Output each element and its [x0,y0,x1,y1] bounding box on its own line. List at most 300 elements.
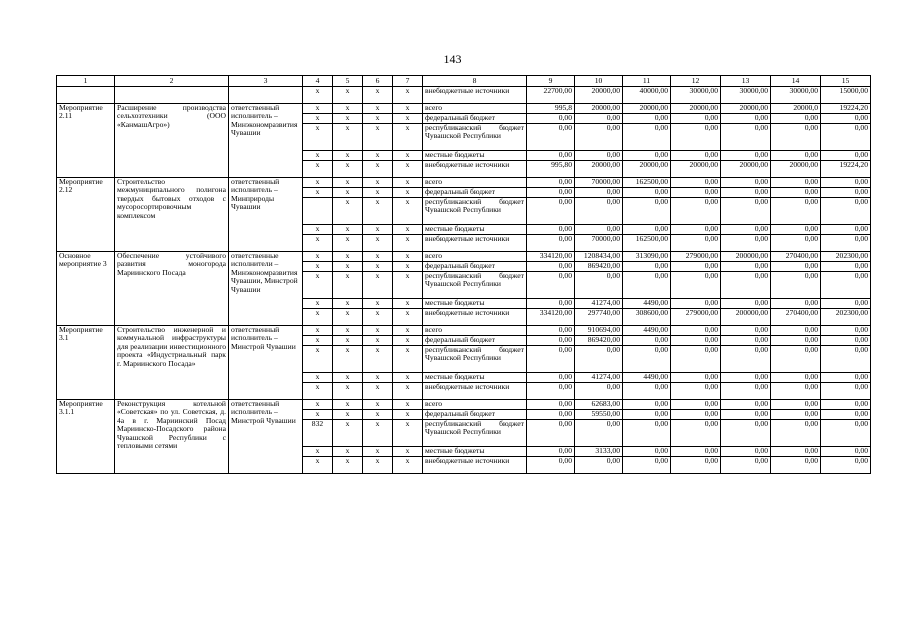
column-header: 3 [229,76,303,87]
amount-cell: 0,00 [821,346,871,373]
code-cell: x [393,420,423,447]
amount-cell: 869420,00 [575,336,623,346]
amount-cell: 0,00 [821,373,871,383]
code-cell: x [333,235,363,252]
code-cell: x [303,457,333,474]
column-header: 9 [527,76,575,87]
amount-cell: 70000,00 [575,178,623,188]
amount-cell: 0,00 [771,114,821,124]
code-cell: x [303,151,333,161]
code-cell: x [363,447,393,457]
amount-cell: 0,00 [623,188,671,198]
amount-cell: 0,00 [623,410,671,420]
amount-cell: 0,00 [771,400,821,410]
funding-source-cell: федеральный бюджет [423,114,527,124]
code-cell: x [333,346,363,373]
code-cell: x [363,373,393,383]
activity-code-cell: Мероприятие 3.1 [57,326,115,400]
amount-cell: 0,00 [721,178,771,188]
amount-cell: 19224,20 [821,161,871,178]
amount-cell: 0,00 [575,346,623,373]
amount-cell: 20000,00 [575,87,623,104]
amount-cell: 0,00 [671,272,721,299]
amount-cell: 0,00 [527,383,575,400]
code-cell: x [303,252,333,262]
amount-cell: 0,00 [721,124,771,151]
code-cell: x [303,124,333,151]
code-cell: x [333,447,363,457]
empty-cell [57,87,115,104]
amount-cell: 0,00 [771,124,821,151]
code-cell: x [393,447,423,457]
activity-name-cell: Расширение производства сельхозтехники (ООО «КанмашАгро») [115,104,229,178]
amount-cell: 0,00 [527,346,575,373]
code-cell: x [363,336,393,346]
amount-cell: 0,00 [771,457,821,474]
page-number: 143 [443,52,462,66]
amount-cell: 0,00 [527,299,575,309]
funding-source-cell: внебюджетные источники [423,161,527,178]
code-cell: x [303,161,333,178]
amount-cell: 0,00 [821,262,871,272]
amount-cell: 0,00 [671,198,721,225]
funding-source-cell: республиканский бюджет Чувашской Республики [423,346,527,373]
amount-cell: 0,00 [721,336,771,346]
funding-source-cell: республиканский бюджет Чувашской Республики [423,420,527,447]
amount-cell: 0,00 [527,151,575,161]
amount-cell: 297740,00 [575,309,623,326]
code-cell: x [393,235,423,252]
code-cell: x [393,151,423,161]
amount-cell: 0,00 [623,272,671,299]
amount-cell: 0,00 [821,336,871,346]
code-cell: x [363,124,393,151]
amount-cell: 0,00 [721,272,771,299]
amount-cell: 0,00 [575,114,623,124]
amount-cell: 0,00 [821,235,871,252]
code-cell: x [303,336,333,346]
amount-cell: 0,00 [671,420,721,447]
column-header: 4 [303,76,333,87]
code-cell: x [303,326,333,336]
column-header: 14 [771,76,821,87]
funding-source-cell: республиканский бюджет Чувашской Республики [423,272,527,299]
executor-cell: ответственный исполнитель – Минстрой Чувашии [229,400,303,474]
amount-cell: 0,00 [527,178,575,188]
amount-cell: 334120,00 [527,309,575,326]
code-cell: x [363,235,393,252]
amount-cell: 0,00 [771,178,821,188]
funding-source-cell: всего [423,104,527,114]
amount-cell: 0,00 [821,151,871,161]
code-cell: x [393,299,423,309]
code-cell: x [303,188,333,198]
code-cell: x [333,457,363,474]
amount-cell: 0,00 [721,373,771,383]
amount-cell: 0,00 [721,198,771,225]
code-cell: x [363,262,393,272]
activity-name-cell: Обеспечение устойчивого развития моногорода Мариинского Посада [115,252,229,326]
funding-source-cell: местные бюджеты [423,299,527,309]
column-header: 2 [115,76,229,87]
amount-cell: 0,00 [623,400,671,410]
amount-cell: 0,00 [575,225,623,235]
column-header: 7 [393,76,423,87]
amount-cell: 0,00 [721,346,771,373]
amount-cell: 20000,00 [771,161,821,178]
amount-cell: 20000,00 [575,161,623,178]
code-cell: x [333,420,363,447]
amount-cell: 3133,00 [575,447,623,457]
amount-cell: 0,00 [527,188,575,198]
amount-cell: 0,00 [721,225,771,235]
amount-cell: 0,00 [721,262,771,272]
code-cell: x [303,262,333,272]
code-cell: x [333,198,363,225]
amount-cell: 0,00 [721,188,771,198]
code-cell: x [363,272,393,299]
amount-cell: 0,00 [671,151,721,161]
funding-source-cell: федеральный бюджет [423,188,527,198]
amount-cell: 22700,00 [527,87,575,104]
code-cell: x [393,225,423,235]
funding-source-cell: внебюджетные источники [423,235,527,252]
amount-cell: 41274,00 [575,373,623,383]
amount-cell: 0,00 [771,383,821,400]
amount-cell: 0,00 [527,262,575,272]
code-cell: x [303,447,333,457]
amount-cell: 0,00 [821,225,871,235]
code-cell: x [363,188,393,198]
code-cell: x [363,198,393,225]
amount-cell: 202300,00 [821,252,871,262]
column-header: 1 [57,76,115,87]
code-cell: x [333,373,363,383]
code-cell: x [333,410,363,420]
amount-cell: 15000,00 [821,87,871,104]
amount-cell: 995,8 [527,104,575,114]
amount-cell: 0,00 [527,235,575,252]
code-cell: x [363,410,393,420]
code-cell: x [393,161,423,178]
code-cell: x [333,272,363,299]
amount-cell: 0,00 [527,447,575,457]
code-cell: x [333,225,363,235]
code-cell: x [333,262,363,272]
amount-cell: 0,00 [721,151,771,161]
amount-cell: 0,00 [527,420,575,447]
amount-cell: 70000,00 [575,235,623,252]
code-cell: x [393,262,423,272]
code-cell: x [303,373,333,383]
code-cell: x [303,235,333,252]
table-row [57,87,871,104]
amount-cell: 0,00 [527,336,575,346]
amount-cell: 0,00 [721,420,771,447]
code-cell: x [393,383,423,400]
code-cell: x [363,151,393,161]
funding-source-cell: всего [423,252,527,262]
code-cell: x [393,272,423,299]
amount-cell: 0,00 [623,336,671,346]
amount-cell: 995,80 [527,161,575,178]
executor-cell: ответственный исполнитель – Минэкономразвития Чувашии [229,104,303,178]
code-cell: x [393,346,423,373]
column-header: 5 [333,76,363,87]
amount-cell: 0,00 [671,188,721,198]
funding-source-cell: местные бюджеты [423,151,527,161]
funding-source-cell: федеральный бюджет [423,336,527,346]
funding-source-cell: местные бюджеты [423,225,527,235]
code-cell: x [363,225,393,235]
activity-code-cell: Основное мероприятие 3 [57,252,115,326]
amount-cell: 20000,00 [721,104,771,114]
code-cell: x [393,336,423,346]
amount-cell: 0,00 [623,198,671,225]
funding-source-cell: внебюджетные источники [423,457,527,474]
amount-cell: 0,00 [821,198,871,225]
amount-cell: 0,00 [623,420,671,447]
amount-cell: 0,00 [771,188,821,198]
amount-cell: 0,00 [623,262,671,272]
amount-cell: 869420,00 [575,262,623,272]
activity-code-cell: Мероприятие 3.1.1 [57,400,115,474]
funding-source-cell: местные бюджеты [423,373,527,383]
amount-cell: 0,00 [821,410,871,420]
amount-cell: 0,00 [821,420,871,447]
code-cell: x [393,104,423,114]
amount-cell: 0,00 [671,178,721,188]
amount-cell: 0,00 [721,299,771,309]
amount-cell: 0,00 [575,383,623,400]
code-cell: x [333,188,363,198]
amount-cell: 0,00 [527,114,575,124]
code-cell: x [333,114,363,124]
code-cell: x [393,252,423,262]
amount-cell: 0,00 [671,326,721,336]
amount-cell: 0,00 [575,124,623,151]
amount-cell: 0,00 [671,346,721,373]
code-cell: x [333,383,363,400]
amount-cell: 0,00 [771,326,821,336]
activity-name-cell: Реконструкция котельной «Советская» по ул. Советская, д. 4а в г. Мариинский Посад Мариинско-Посадского района Чувашской Республики с тепловыми сетями [115,400,229,474]
amount-cell: 0,00 [721,326,771,336]
funding-source-cell: всего [423,178,527,188]
amount-cell: 0,00 [771,272,821,299]
amount-cell: 0,00 [671,336,721,346]
code-cell: x [363,420,393,447]
amount-cell: 0,00 [527,225,575,235]
empty-cell [115,87,229,104]
amount-cell: 0,00 [821,124,871,151]
amount-cell: 162500,00 [623,178,671,188]
amount-cell: 0,00 [821,188,871,198]
activity-name-cell: Строительство межмуниципального полигона твердых бытовых отходов с мусоросортировочным комплексом [115,178,229,252]
amount-cell: 0,00 [575,188,623,198]
code-cell: x [303,272,333,299]
column-header: 15 [821,76,871,87]
code-cell: x [303,383,333,400]
amount-cell: 334120,00 [527,252,575,262]
amount-cell: 0,00 [623,346,671,373]
amount-cell: 0,00 [771,410,821,420]
column-header: 11 [623,76,671,87]
amount-cell: 20000,00 [623,161,671,178]
funding-source-cell: республиканский бюджет Чувашской Республики [423,198,527,225]
amount-cell: 0,00 [527,400,575,410]
amount-cell: 0,00 [623,383,671,400]
amount-cell: 59550,00 [575,410,623,420]
code-cell: x [333,87,363,104]
amount-cell: 0,00 [771,299,821,309]
funding-source-cell: федеральный бюджет [423,262,527,272]
code-cell: x [303,225,333,235]
amount-cell: 0,00 [575,272,623,299]
amount-cell: 0,00 [671,457,721,474]
amount-cell: 0,00 [671,262,721,272]
amount-cell: 20000,00 [671,161,721,178]
column-header: 8 [423,76,527,87]
amount-cell: 0,00 [671,373,721,383]
code-cell: x [333,299,363,309]
code-cell: x [393,87,423,104]
funding-source-cell: федеральный бюджет [423,410,527,420]
code-cell: x [333,309,363,326]
amount-cell: 4490,00 [623,373,671,383]
amount-cell: 0,00 [527,457,575,474]
amount-cell: 62683,00 [575,400,623,410]
amount-cell: 200000,00 [721,309,771,326]
code-cell: x [303,87,333,104]
funding-source-cell: местные бюджеты [423,447,527,457]
executor-cell: ответственный исполнитель – Минстрой Чувашии [229,326,303,400]
amount-cell: 202300,00 [821,309,871,326]
amount-cell: 30000,00 [771,87,821,104]
amount-cell: 0,00 [771,151,821,161]
code-cell: x [303,299,333,309]
code-cell: x [363,161,393,178]
amount-cell: 0,00 [575,151,623,161]
amount-cell: 0,00 [623,447,671,457]
code-cell: x [393,373,423,383]
amount-cell: 20000,00 [721,161,771,178]
amount-cell: 4490,00 [623,299,671,309]
amount-cell: 313090,00 [623,252,671,262]
amount-cell: 0,00 [771,262,821,272]
amount-cell: 0,00 [575,420,623,447]
amount-cell: 0,00 [575,457,623,474]
funding-source-cell: всего [423,400,527,410]
amount-cell: 0,00 [771,336,821,346]
amount-cell: 40000,00 [623,87,671,104]
amount-cell: 0,00 [821,114,871,124]
amount-cell: 0,00 [671,225,721,235]
amount-cell: 0,00 [821,457,871,474]
empty-cell [229,87,303,104]
code-cell: x [333,151,363,161]
table-row [57,104,871,114]
amount-cell: 4490,00 [623,326,671,336]
column-header: 6 [363,76,393,87]
amount-cell: 270400,00 [771,252,821,262]
code-cell: x [333,161,363,178]
amount-cell: 0,00 [623,457,671,474]
amount-cell: 20000,00 [623,104,671,114]
code-cell: x [303,346,333,373]
code-cell: x [333,104,363,114]
amount-cell: 0,00 [671,383,721,400]
funding-source-cell: внебюджетные источники [423,309,527,326]
code-cell: x [363,252,393,262]
amount-cell: 0,00 [721,383,771,400]
amount-cell: 19224,20 [821,104,871,114]
amount-cell: 162500,00 [623,235,671,252]
amount-cell: 308600,00 [623,309,671,326]
amount-cell: 0,00 [771,346,821,373]
amount-cell: 20000,00 [575,104,623,114]
column-header: 13 [721,76,771,87]
code-cell: x [393,326,423,336]
amount-cell: 0,00 [671,447,721,457]
code-cell: x [333,326,363,336]
amount-cell: 0,00 [771,225,821,235]
code-cell: x [363,309,393,326]
amount-cell: 279000,00 [671,252,721,262]
code-cell: x [333,400,363,410]
code-cell: x [393,410,423,420]
code-cell: x [303,104,333,114]
amount-cell: 0,00 [671,400,721,410]
amount-cell: 0,00 [821,326,871,336]
activity-code-cell: Мероприятие 2.11 [57,104,115,178]
table-row [57,326,871,336]
funding-table [56,75,871,474]
amount-cell: 30000,00 [671,87,721,104]
amount-cell: 20000,0 [771,104,821,114]
amount-cell: 30000,00 [721,87,771,104]
column-header: 10 [575,76,623,87]
code-cell: x [363,383,393,400]
code-cell: 832 [303,420,333,447]
header-row [57,76,871,87]
code-cell: x [303,178,333,188]
code-cell: x [363,104,393,114]
code-cell: x [333,178,363,188]
amount-cell: 0,00 [721,410,771,420]
code-cell: x [303,114,333,124]
amount-cell: 0,00 [821,383,871,400]
amount-cell: 0,00 [671,299,721,309]
amount-cell: 0,00 [771,235,821,252]
amount-cell: 0,00 [821,400,871,410]
funding-source-cell: внебюджетные источники [423,87,527,104]
amount-cell: 41274,00 [575,299,623,309]
amount-cell: 0,00 [575,198,623,225]
code-cell: x [393,400,423,410]
code-cell: x [303,309,333,326]
amount-cell: 0,00 [821,272,871,299]
table-row [57,178,871,188]
code-cell: x [393,178,423,188]
amount-cell: 0,00 [721,400,771,410]
code-cell: x [333,336,363,346]
amount-cell: 0,00 [623,124,671,151]
amount-cell: 0,00 [771,420,821,447]
funding-source-cell: республиканский бюджет Чувашской Республики [423,124,527,151]
column-header: 12 [671,76,721,87]
activity-code-cell: Мероприятие 2.12 [57,178,115,252]
amount-cell: 0,00 [671,410,721,420]
